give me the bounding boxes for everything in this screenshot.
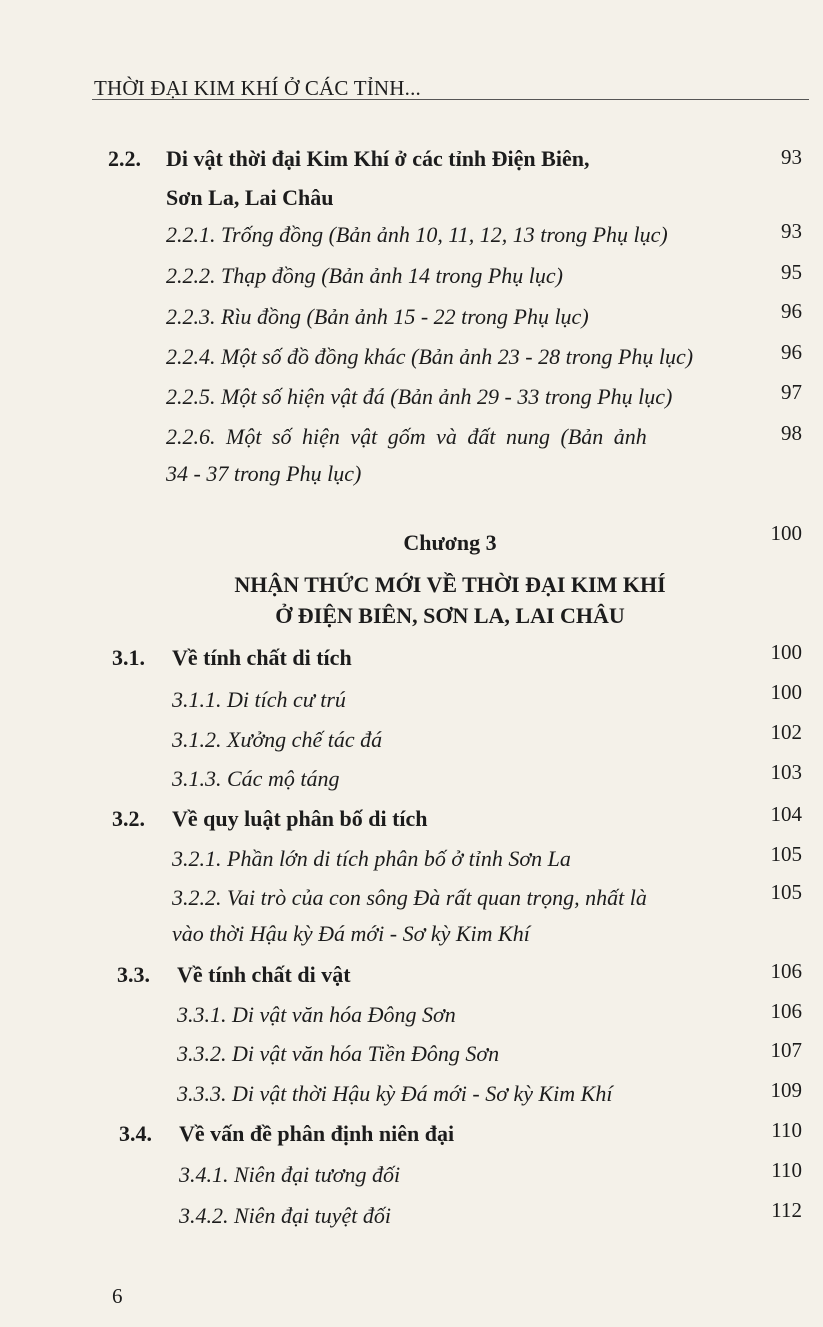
section-title-3-3: Về tính chất di vật: [177, 962, 351, 987]
entry-2-2-5: 2.2.5. Một số hiện vật đá (Bản ảnh 29 - 33 trong Phụ lục): [166, 384, 673, 409]
chapter-title-line2: Ở ĐIỆN BIÊN, SƠN LA, LAI CHÂU: [275, 603, 625, 628]
entry-2-2-1: 2.2.1. Trống đồng (Bản ảnh 10, 11, 12, 13 trong Phụ lục): [166, 222, 668, 247]
page-ref-3-1-3: 103: [770, 760, 802, 784]
section-number-3-1: 3.1.: [112, 645, 145, 670]
section-title-3-1: Về tính chất di tích: [172, 645, 352, 670]
running-header: THỜI ĐẠI KIM KHÍ Ở CÁC TỈNH...: [94, 76, 421, 100]
page-ref-3-4: 110: [771, 1118, 802, 1142]
entry-3-4-2: 3.4.2. Niên đại tuyệt đối: [179, 1203, 392, 1228]
section-number-3-4: 3.4.: [119, 1121, 152, 1146]
page-ref-2-2-1: 93: [781, 219, 802, 243]
page-ref-2-2-5: 97: [781, 380, 802, 404]
page-ref-3-2-1: 105: [770, 842, 802, 866]
entry-2-2-4: 2.2.4. Một số đồ đồng khác (Bản ảnh 23 - 28 trong Phụ lục): [166, 344, 694, 369]
entry-3-3-3: 3.3.3. Di vật thời Hậu kỳ Đá mới - Sơ kỳ Kim Khí: [177, 1081, 613, 1106]
chapter-title-line1: NHẬN THỨC MỚI VỀ THỜI ĐẠI KIM KHÍ: [234, 572, 666, 597]
page-ref-2-2-4: 96: [781, 340, 802, 364]
section-title-2-2-line1: Di vật thời đại Kim Khí ở các tỉnh Điện Biên,: [166, 146, 590, 171]
chapter-label: Chương 3: [403, 530, 497, 555]
section-title-2-2-line2: Sơn La, Lai Châu: [166, 185, 334, 210]
entry-3-4-1: 3.4.1. Niên đại tương đối: [179, 1162, 401, 1187]
entry-3-2-1: 3.2.1. Phần lớn di tích phân bố ở tỉnh Sơn La: [172, 846, 571, 871]
page-ref-3-3-2: 107: [770, 1038, 802, 1062]
page-ref-3-3-1: 106: [770, 999, 802, 1023]
page-ref-3-4-1: 110: [771, 1158, 802, 1182]
page-ref-3-1-2: 102: [770, 720, 802, 744]
page-ref-3-2: 104: [770, 802, 802, 826]
section-number-3-3: 3.3.: [117, 962, 150, 987]
page-ref-3-1: 100: [770, 640, 802, 664]
page-number: 6: [112, 1284, 123, 1308]
entry-3-2-2-line1: 3.2.2. Vai trò của con sông Đà rất quan trọng, nhất là: [172, 885, 647, 910]
section-number-2-2: 2.2.: [108, 146, 141, 171]
entry-3-3-1: 3.3.1. Di vật văn hóa Đông Sơn: [177, 1002, 456, 1027]
page-ref-3-4-2: 112: [771, 1198, 802, 1222]
page-ref-3-1-1: 100: [770, 680, 802, 704]
section-title-3-2: Về quy luật phân bố di tích: [172, 806, 428, 831]
entry-3-2-2-line2: vào thời Hậu kỳ Đá mới - Sơ kỳ Kim Khí: [172, 921, 530, 946]
entry-2-2-6-line2: 34 - 37 trong Phụ lục): [166, 461, 362, 486]
page-ref-3-3-3: 109: [770, 1078, 802, 1102]
page-ref-2-2-6: 98: [781, 421, 802, 445]
entry-3-1-2: 3.1.2. Xưởng chế tác đá: [172, 727, 383, 752]
page-ref-chapter-3: 100: [770, 521, 802, 545]
entry-2-2-6-line1: 2.2.6. Một số hiện vật gốm và đất nung (Bản ảnh: [166, 424, 647, 449]
entry-3-1-1: 3.1.1. Di tích cư trú: [172, 687, 346, 712]
header-rule: [92, 99, 809, 100]
entry-3-1-3: 3.1.3. Các mộ táng: [172, 766, 340, 791]
page-ref-2-2: 93: [781, 145, 802, 169]
entry-3-3-2: 3.3.2. Di vật văn hóa Tiền Đông Sơn: [177, 1041, 500, 1066]
page-ref-3-2-2: 105: [770, 880, 802, 904]
section-number-3-2: 3.2.: [112, 806, 145, 831]
page-ref-2-2-3: 96: [781, 299, 802, 323]
entry-2-2-2: 2.2.2. Thạp đồng (Bản ảnh 14 trong Phụ lục): [166, 263, 563, 288]
page-ref-3-3: 106: [770, 959, 802, 983]
entry-2-2-3: 2.2.3. Rìu đồng (Bản ảnh 15 - 22 trong Phụ lục): [166, 304, 589, 329]
section-title-3-4: Về vấn đề phân định niên đại: [179, 1121, 455, 1146]
page-ref-2-2-2: 95: [781, 260, 802, 284]
